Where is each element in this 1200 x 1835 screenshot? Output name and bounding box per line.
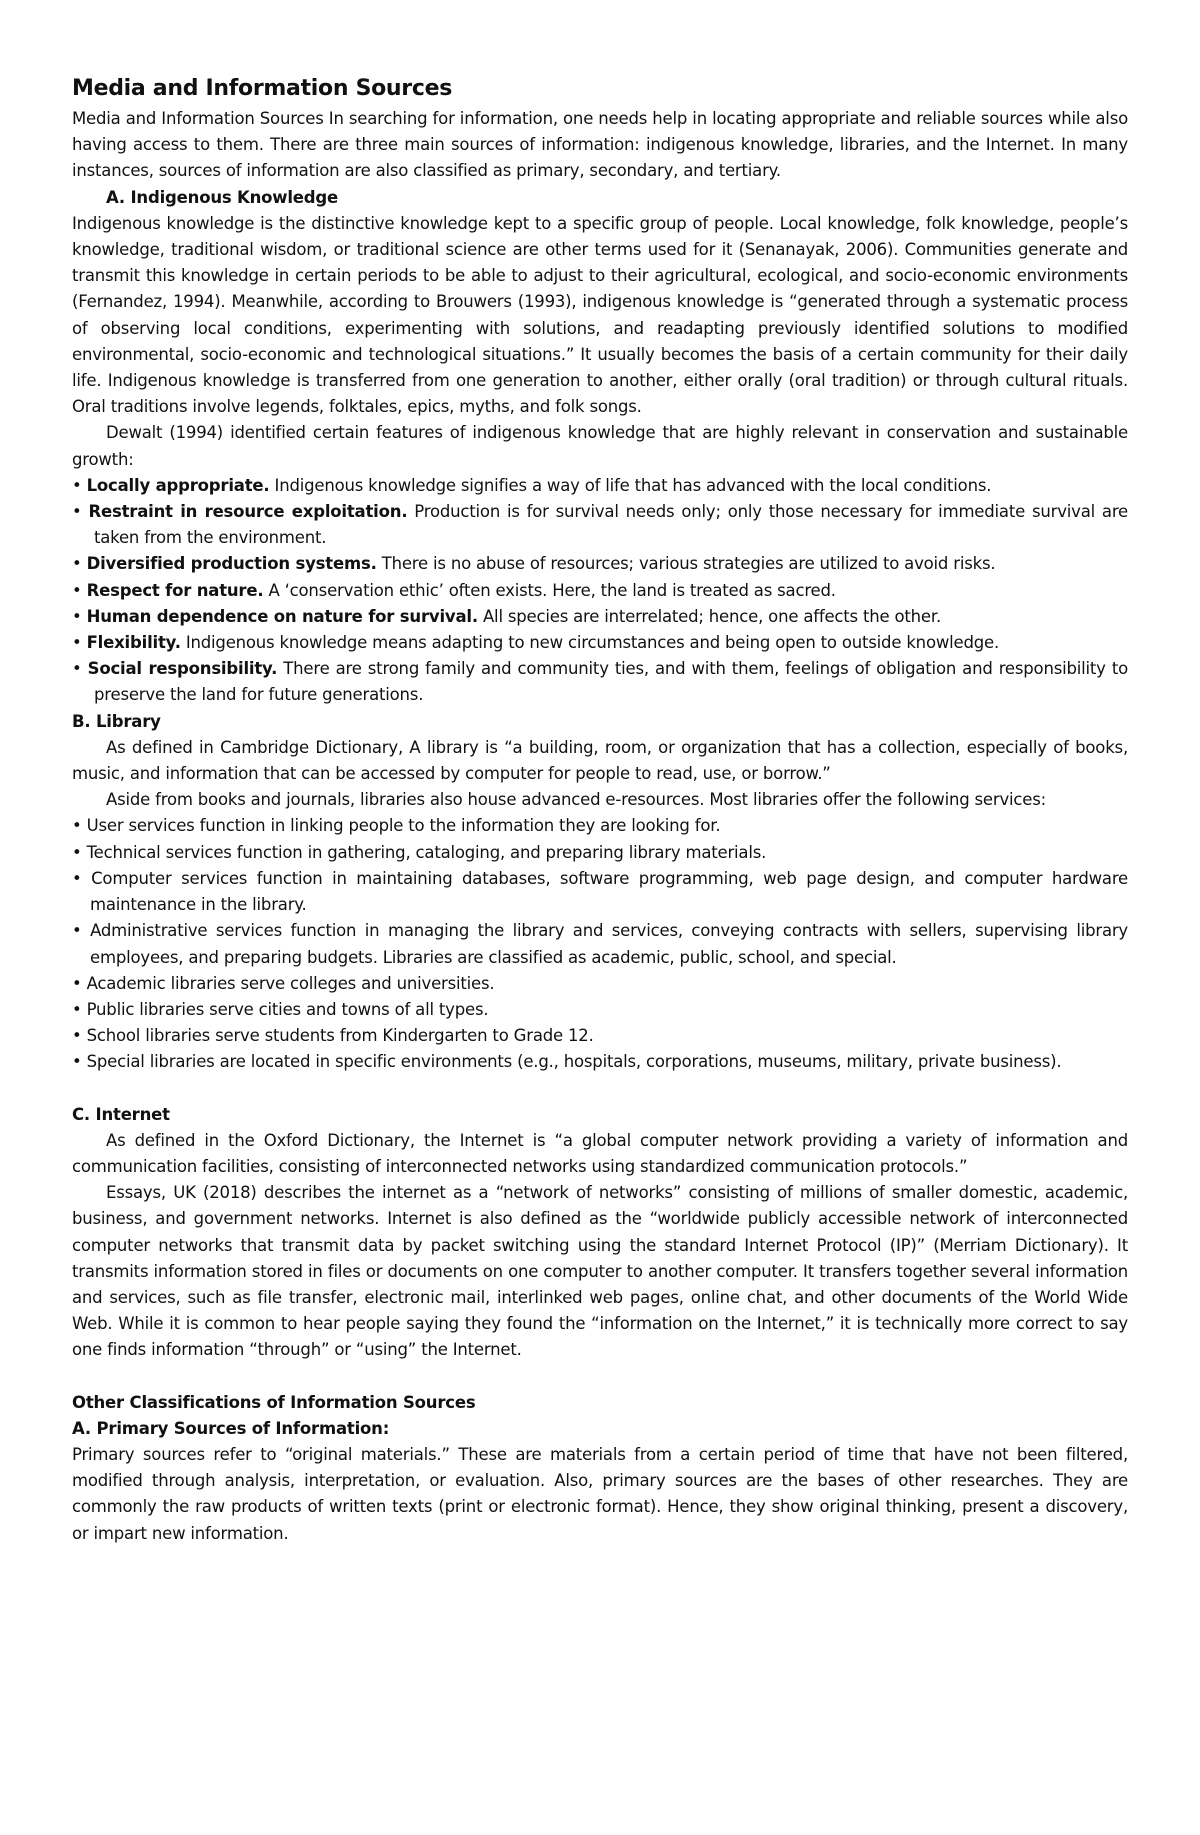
section-c-paragraph-2: Essays, UK (2018) describes the internet as a “network of networks” consisting of millions of smaller domestic, academic, business, and government networks. Internet is also defined as the “worldwide publicly accessible network of interconnected computer networks that transmit data by packet switching using the standard Internet Protocol (IP)” (Merriam Dictionary). It transmits information stored in files or documents on one computer to another computer. It transfers together several information and services, such as file transfer, electronic mail, interlinked web pages, online chat, and other documents of the World Wide Web. While it is common to hear people saying they found the “information on the Internet,” it is technically more correct to say one finds information “through” or “using” the Internet. — [72, 1183, 1128, 1360]
feature-item — [72, 604, 1128, 630]
bullet-icon: • — [72, 554, 82, 574]
bullet-icon: • — [72, 973, 82, 993]
bullet-icon: • — [72, 659, 82, 679]
features-list — [72, 473, 1128, 709]
service-text: Computer services function in maintaining databases, software programming, web page design, and computer hardware maintenance in the library. — [90, 868, 1128, 915]
spacer — [72, 1364, 1128, 1390]
feature-label: Flexibility. — [86, 633, 181, 653]
service-item — [72, 1023, 1128, 1049]
feature-text: All species are interrelated; hence, one affects the other. — [477, 606, 941, 626]
feature-label: Locally appropriate. — [86, 475, 270, 495]
bullet-icon: • — [72, 999, 82, 1019]
section-a-paragraph-2: Dewalt (1994) identified certain features of indigenous knowledge that are highly relevant in conservation and sustainable growth: — [72, 423, 1128, 469]
feature-label: Restraint in resource exploitation. — [88, 502, 408, 522]
feature-label: Diversified production systems. — [86, 554, 377, 574]
bullet-icon: • — [72, 868, 82, 888]
page-title: Media and Information Sources — [72, 76, 452, 101]
feature-text: A ‘conservation ethic’ often exists. Here, the land is treated as sacred. — [263, 580, 836, 600]
bullet-icon: • — [72, 633, 82, 653]
service-item — [72, 971, 1128, 997]
bullet-icon: • — [72, 921, 82, 941]
feature-item — [72, 473, 1128, 499]
service-text: Academic libraries serve colleges and universities. — [86, 973, 495, 993]
feature-item — [72, 630, 1128, 656]
section-b-heading: B. Library — [72, 711, 161, 731]
section-a-heading: A. Indigenous Knowledge — [106, 187, 339, 207]
feature-text: Indigenous knowledge signifies a way of life that has advanced with the local conditions. — [269, 475, 992, 495]
service-item — [72, 866, 1128, 918]
service-item — [72, 840, 1128, 866]
service-text: User services function in linking people to the information they are looking for. — [86, 816, 721, 836]
service-text: Special libraries are located in specific environments (e.g., hospitals, corporations, museums, military, private business). — [86, 1052, 1062, 1072]
service-text: Public libraries serve cities and towns of all types. — [86, 999, 489, 1019]
feature-item — [72, 656, 1128, 708]
feature-label: Human dependence on nature for survival. — [86, 606, 478, 626]
service-item — [72, 1049, 1128, 1075]
other-classifications-heading: Other Classifications of Information Sources — [72, 1392, 476, 1412]
primary-sources-heading: A. Primary Sources of Information: — [72, 1418, 390, 1438]
feature-item — [72, 551, 1128, 577]
bullet-icon: • — [72, 1026, 82, 1046]
feature-label: Respect for nature. — [86, 580, 264, 600]
document-page — [72, 74, 1128, 1547]
bullet-icon: • — [72, 475, 82, 495]
feature-label: Social responsibility. — [87, 659, 278, 679]
primary-sources-paragraph: Primary sources refer to “original materials.” These are materials from a certain period of time that have not been filtered, modified through analysis, interpretation, or evaluation. Also, primary sources are the bases of other researches. They are commonly the raw products of written texts (print or electronic format). Hence, they show original thinking, present a discovery, or impart new information. — [72, 1444, 1128, 1543]
bullet-icon: • — [72, 1052, 82, 1072]
feature-item — [72, 499, 1128, 551]
intro-paragraph: Media and Information Sources In searching for information, one needs help in locating appropriate and reliable sources while also having access to them. There are three main sources of information: indigenous knowledge, libraries, and the Internet. In many instances, sources of information are also classified as primary, secondary, and tertiary. — [72, 109, 1128, 181]
service-text: School libraries serve students from Kindergarten to Grade 12. — [86, 1026, 594, 1046]
service-text: Administrative services function in managing the library and services, conveying contracts with sellers, supervising library employees, and preparing budgets. Libraries are classified as academic, public, school, and special. — [90, 921, 1128, 967]
feature-text: Indigenous knowledge means adapting to new circumstances and being open to outside knowledge. — [180, 633, 1000, 653]
section-c-heading: C. Internet — [72, 1104, 170, 1124]
section-c-paragraph-1: As defined in the Oxford Dictionary, the Internet is “a global computer network providing a variety of information and communication facilities, consisting of interconnected networks using standardized communication protocols.” — [72, 1130, 1128, 1176]
feature-text: There is no abuse of resources; various strategies are utilized to avoid risks. — [376, 554, 996, 574]
service-item — [72, 997, 1128, 1023]
section-b-paragraph-2: Aside from books and journals, libraries also house advanced e-resources. Most libraries offer the following services: — [106, 790, 1046, 810]
feature-text: Production is for survival needs only; only those necessary for immediate survival are taken from the environment. — [94, 502, 1128, 548]
section-a-paragraph-1: Indigenous knowledge is the distinctive knowledge kept to a specific group of people. Local knowledge, folk knowledge, people’s knowledge, traditional wisdom, or traditional science are other terms used for it (Senanayak, 2006). Communities generate and transmit this knowledge in certain periods to be able to adjust to their agricultural, ecological, and socio-economic environments (Fernandez, 1994). Meanwhile, according to Brouwers (1993), indigenous knowledge is “generated through a systematic process of observing local conditions, experimenting with solutions, and readapting previously identified solutions to modified environmental, socio-economic and technological situations.” It usually becomes the basis of a certain community for their daily life. Indigenous knowledge is transferred from one generation to another, either orally (oral tradition) or through cultural rituals. Oral traditions involve legends, folktales, epics, myths, and folk songs. — [72, 213, 1128, 417]
spacer — [72, 1076, 1128, 1102]
service-text: Technical services function in gathering, cataloging, and preparing library materials. — [86, 842, 767, 862]
section-b-paragraph-1: As defined in Cambridge Dictionary, A library is “a building, room, or organization that has a collection, especially of books, music, and information that can be accessed by computer for people to read, use, or borrow.” — [72, 737, 1128, 784]
feature-text: There are strong family and community ties, and with them, feelings of obligation and responsibility to preserve the land for future generations. — [94, 659, 1129, 705]
bullet-icon: • — [72, 842, 82, 862]
services-list — [72, 813, 1128, 1075]
bullet-icon: • — [72, 580, 82, 600]
feature-item — [72, 578, 1128, 604]
service-item — [72, 813, 1128, 839]
bullet-icon: • — [72, 606, 82, 626]
bullet-icon: • — [72, 816, 82, 836]
service-item — [72, 918, 1128, 970]
bullet-icon: • — [72, 502, 82, 522]
